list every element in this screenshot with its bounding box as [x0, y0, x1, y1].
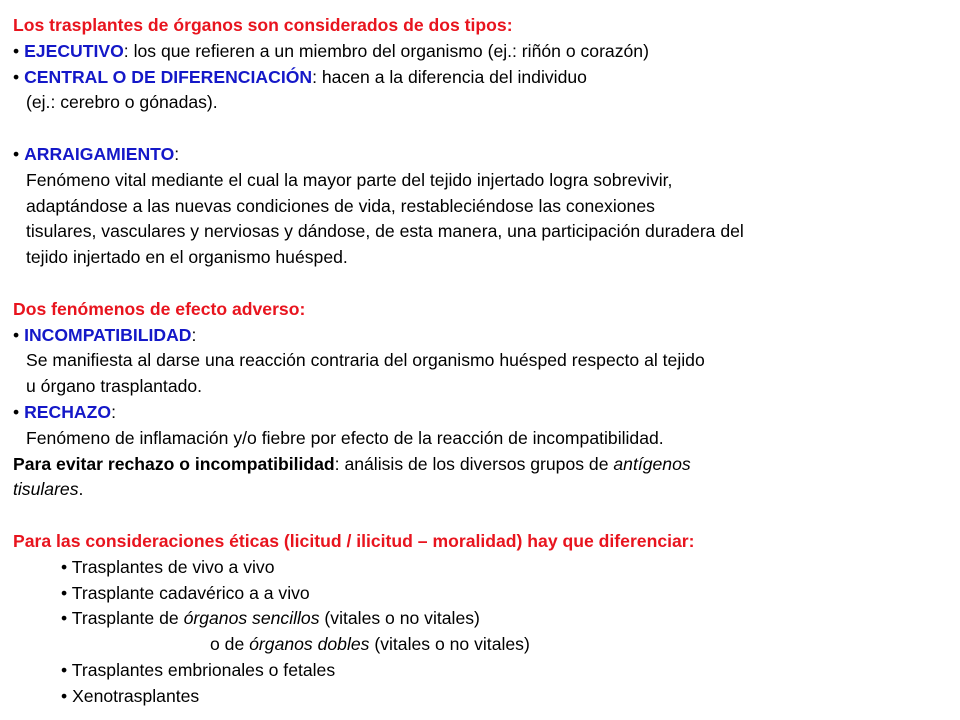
colon: : [191, 324, 197, 345]
term-arraigamiento: ARRAIGAMIENTO [24, 143, 175, 164]
incompatibilidad-line: u órgano trasplantado. [26, 376, 203, 397]
type-central-text: : hacen a la diferencia del individuo [312, 66, 587, 87]
bullet: • [13, 40, 20, 61]
spacer [13, 116, 953, 142]
avoid-rejection-cont [13, 477, 953, 503]
arraigamiento-line: tisulares, vasculares y nerviosas y dándose, de esta manera, una participación duradera del [26, 221, 744, 242]
ethics-item-cont [13, 632, 953, 658]
ethics-item-post: (vitales o no vitales) [369, 634, 530, 655]
term-ejecutivo: EJECUTIVO [24, 40, 124, 61]
ethics-item-pre: o de [210, 634, 250, 655]
incompatibilidad-line: Se manifiesta al darse una reacción contraria del organismo huésped respecto al tejido [26, 350, 705, 371]
type-ejecutivo-text: : los que refieren a un miembro del organismo (ej.: riñón o corazón) [123, 40, 649, 61]
ethics-item-text: Trasplante cadavérico a a vivo [71, 582, 310, 603]
ethics-item [13, 555, 953, 581]
colon: : [174, 143, 180, 164]
rechazo-line: Fenómeno de inflamación y/o fiebre por efecto de la reacción de incompatibilidad. [26, 427, 664, 448]
avoid-end: . [78, 479, 84, 500]
avoid-italic-1: antígenos [613, 453, 691, 474]
ethics-item [13, 684, 953, 710]
arraigamiento-line: Fenómeno vital mediante el cual la mayor parte del tejido injertado logra sobrevivir, [26, 169, 673, 190]
ethics-item [13, 606, 953, 632]
spacer [13, 503, 953, 529]
avoid-bold: Para evitar rechazo o incompatibilidad [13, 453, 335, 474]
spacer [13, 271, 953, 297]
ethics-item-italic: órganos dobles [249, 634, 370, 655]
heading-adverse: Dos fenómenos de efecto adverso: [13, 298, 306, 319]
term-incompatibilidad: INCOMPATIBILIDAD [24, 324, 192, 345]
bullet: • [13, 143, 20, 164]
ethics-item-post: (vitales o no vitales) [319, 608, 480, 629]
bullet: • [13, 66, 20, 87]
arraigamiento-item [13, 142, 953, 168]
bullet: • [61, 582, 68, 603]
colon: : [111, 401, 116, 422]
ethics-item-text: Trasplantes embrionales o fetales [71, 659, 336, 680]
type-ejecutivo [13, 39, 953, 65]
heading-organ-types: Los trasplantes de órganos son considerados de dos tipos: [13, 15, 513, 35]
bullet: • [13, 324, 20, 345]
avoid-italic-2: tisulares [13, 479, 79, 500]
bullet: • [61, 659, 68, 680]
ethics-item-pre: Trasplante de [71, 608, 184, 629]
term-central: CENTRAL O DE DIFERENCIACIÓN [24, 66, 313, 87]
slide-content [13, 13, 953, 710]
rechazo-item [13, 400, 953, 426]
bullet: • [61, 685, 68, 706]
heading-ethics: Para las consideraciones éticas (licitud / ilicitud – moralidad) hay que diferenciar: [13, 530, 695, 551]
bullet: • [13, 401, 20, 422]
ethics-item [13, 581, 953, 607]
ethics-item-italic: órganos sencillos [183, 608, 320, 629]
term-rechazo: RECHAZO [24, 401, 112, 422]
ethics-item-text: Xenotrasplantes [72, 685, 200, 706]
arraigamiento-line: tejido injertado en el organismo huésped. [26, 247, 348, 268]
ethics-item-text: Trasplantes de vivo a vivo [71, 556, 275, 577]
avoid-text: : análisis de los diversos grupos de [334, 453, 614, 474]
bullet: • [61, 556, 68, 577]
avoid-rejection [13, 452, 953, 478]
arraigamiento-line: adaptándose a las nuevas condiciones de vida, restableciéndose las conexiones [26, 195, 655, 216]
ethics-item [13, 658, 953, 684]
bullet: • [61, 608, 68, 629]
incompatibilidad-item [13, 323, 953, 349]
type-central-cont: (ej.: cerebro o gónadas). [26, 92, 218, 113]
type-central [13, 65, 953, 91]
